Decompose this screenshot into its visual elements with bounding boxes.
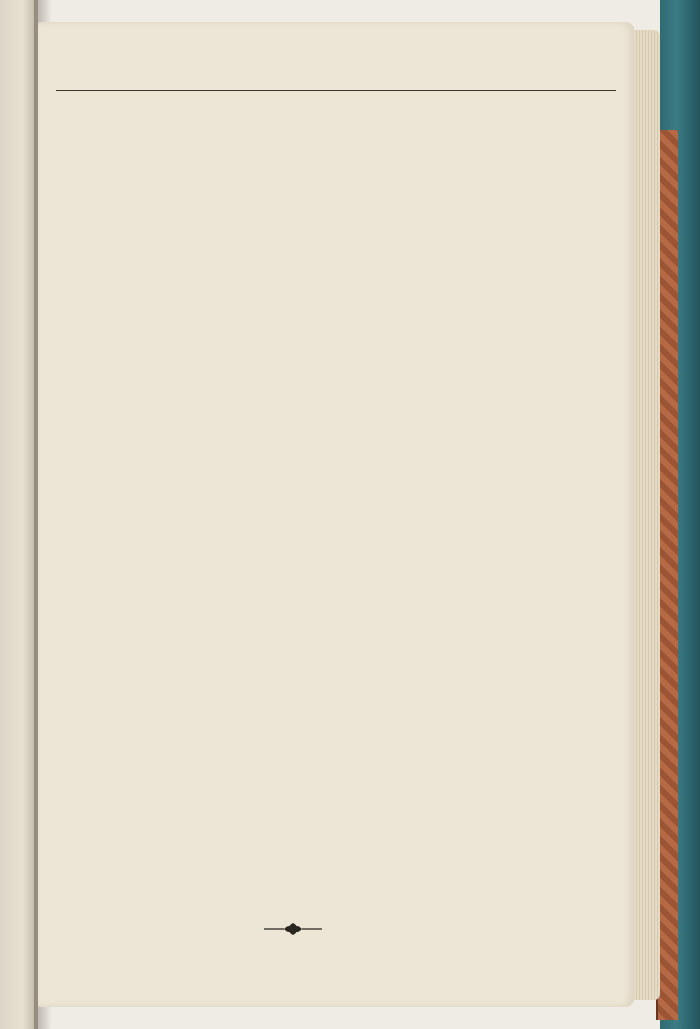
header-rule (56, 90, 616, 91)
page-block-edges (634, 30, 660, 1000)
left-page-fragment (0, 0, 38, 1029)
running-header (38, 64, 634, 88)
tailpiece-ornament-icon (262, 920, 324, 938)
book-page (38, 22, 634, 1007)
